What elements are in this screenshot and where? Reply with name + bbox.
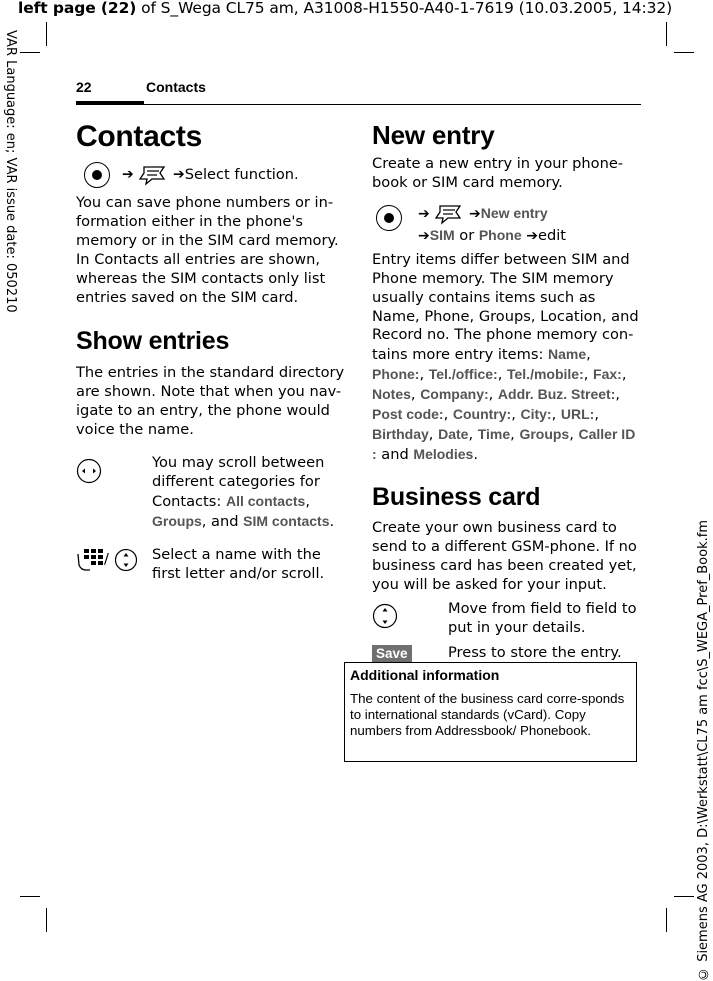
crop-mark [674,52,694,53]
additional-info-text: The content of the business card corre-sponds to international standards (vCard). Copy numbers from Addressbook/ Phonebook. [350,691,625,738]
field-caller-id: Caller ID : [372,425,636,462]
print-meta-file: of S_Wega CL75 am, A31008-H1550-A40-1-7619 (10.03.2005, 14:32) [136,0,673,17]
nav-or-text: or [454,226,479,244]
menu-icon [138,164,168,186]
nav-key-icon [84,162,110,188]
slash-separator: / [104,550,109,568]
print-meta-page: left page (22) [18,0,137,17]
field-date: Date [438,425,469,442]
scroll-key-icon [114,548,138,572]
section-title-new-entry: New entry [372,120,495,150]
section-title-show-entries: Show entries [76,327,230,356]
field-post-code: Post code: [372,406,444,423]
navigation-key-icon [76,458,102,484]
entry-items-text: Entry items differ between SIM and Phone memory. The SIM memory usually contains items such as Name, Phone, Groups, Location, and Record no. The phone memory con-tains more entry items: [372,250,639,364]
save-instruction-row [372,644,640,663]
field-tel-mobile: Tel./mobile: [506,366,584,383]
move-instruction-row [372,600,640,638]
field-melodies: Melodies [413,445,474,462]
keypad-icon [76,548,104,572]
arrow-right-icon: ➔ [418,227,430,244]
field-groups: Groups [519,425,570,442]
section-title-contacts: Contacts [76,120,202,153]
field-country: Country: [452,406,512,423]
menu-icon [434,203,464,225]
field-name: Name [548,346,587,363]
crop-mark [666,908,667,932]
running-header [76,79,641,107]
field-company: Company: [420,386,489,403]
field-phone: Phone: [372,366,420,383]
crop-mark [20,52,40,53]
category-groups: Groups [152,512,202,529]
crop-mark [674,896,694,897]
print-meta-header [18,0,672,17]
side-language-note: VAR Language: en; VAR issue date: 050210 [3,30,18,313]
scroll-instruction-row [76,454,346,532]
select-description: Select a name with the first letter and/or scroll. [152,545,325,582]
field-fax: Fax: [593,366,622,383]
header-rule [76,104,641,105]
business-card-paragraph: Create your own business card to send to a different GSM-phone. If no business card has been created yet, you will be asked for your input. [372,518,637,593]
nav-path [122,164,299,186]
nav-tail-text: Select function. [184,166,299,183]
field-url: URL: [560,406,595,423]
scroll-key-icon-cell [76,458,102,490]
additional-info-title: Additional information [350,667,500,683]
select-instruction-row [76,546,346,584]
side-copyright-note: © Siemens AG 2003, D:\Werkstatt\CL75 am fcc\S_WEGA_Pref_Book.fm [696,520,711,981]
arrow-right-icon: ➔ [122,166,134,183]
additional-info-box [344,662,637,762]
move-description: Move from field to field to put in your details. [448,600,637,637]
arrow-right-icon: ➔ [526,227,538,244]
page-number: 22 [76,79,92,95]
crop-mark [46,908,47,932]
crop-mark [666,22,667,46]
field-time: Time [477,425,511,442]
menu-sim: SIM [429,226,455,243]
nav-instruction [76,156,346,196]
left-column [76,118,346,584]
show-entries-paragraph: The entries in the standard directory are shown. Note that when you nav-igate to an entry, the phone would voice the name. [76,364,345,439]
new-entry-intro: Create a new entry in your phone-book or SIM card memory. [372,155,624,191]
field-notes: Notes [372,386,411,403]
arrow-right-icon: ➔ [469,205,481,222]
scroll-text: You may scroll between different categories for Contacts: [152,454,325,510]
intro-paragraph: You can save phone numbers or in-formation either in the phone's memory or in the SIM card memory. In Contacts all entries are shown, whereas the SIM contacts only list entries saved on the SIM card. [76,194,339,306]
save-softkey: Save [372,645,412,662]
select-icons-cell [76,548,138,572]
category-all-contacts: All contacts [225,492,306,509]
field-tel-office: Tel./office: [428,366,498,383]
crop-mark [46,22,47,46]
fields-and-text: and [376,445,414,463]
menu-phone: Phone [478,226,522,243]
save-description: Press to store the entry. [448,644,622,662]
section-title-business-card: Business card [372,482,541,511]
category-sim-contacts: SIM contacts [243,512,330,529]
running-header-title: Contacts [146,79,206,95]
arrow-right-icon: ➔ [418,205,430,222]
new-entry-nav [372,201,640,249]
field-birthday: Birthday [372,425,429,442]
arrow-right-icon: ➔ [173,166,185,183]
field-addr-street: Addr. Buz. Street: [497,386,616,403]
right-column [372,118,640,663]
field-city: City: [520,406,552,423]
menu-new-entry: New entry [480,204,548,221]
entry-items-paragraph: Entry items differ between SIM and Phone memory. The SIM memory usually contains items such as Name, Phone, Groups, Location, and Record no. The phone memory con-tains more entry items: Name, Phone:, Tel./office:, Tel./mobile:, Fax:, Notes, Company:, Addr. Buz. Street:, Post code:, Country:, City:, URL:, Birthday, Date, Time, Groups, Caller ID : and Melodies. [372,250,639,463]
scroll-key-icon [372,603,398,629]
category-and-text: , and [201,512,244,530]
crop-mark [20,896,40,897]
new-entry-path [418,203,566,246]
move-icon-cell [372,603,398,635]
nav-edit-text: edit [538,226,567,244]
nav-key-icon [376,205,402,231]
scroll-description: You may scroll between different categories for Contacts: All contacts, Groups, and SIM contacts. [152,454,335,530]
